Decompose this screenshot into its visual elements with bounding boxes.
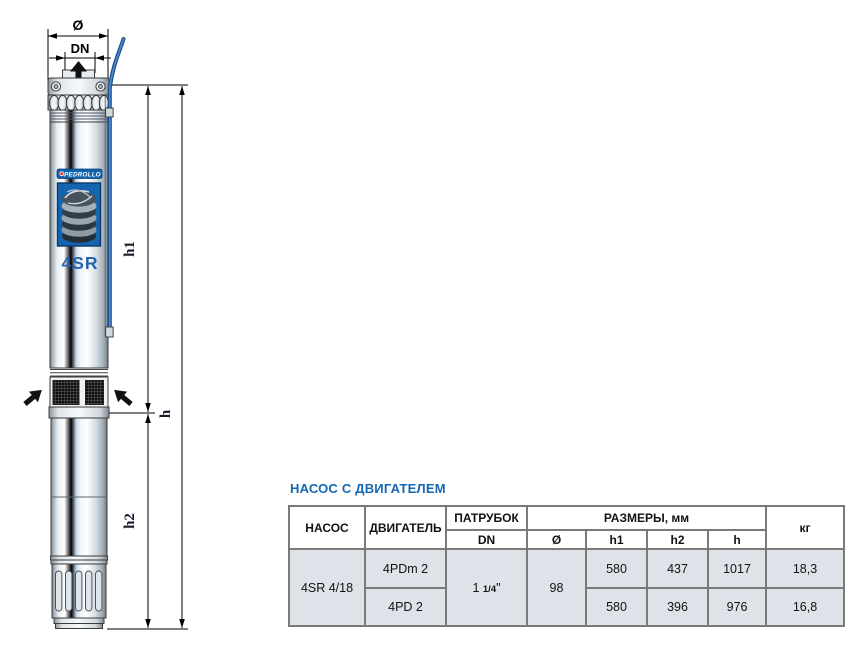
header-h2: h2 <box>647 530 708 549</box>
power-cable <box>110 39 124 333</box>
motor-cell: 4PDm 2 <box>365 549 446 588</box>
header-port: ПАТРУБОК <box>446 506 527 530</box>
dim-label-diameter: Ø <box>72 17 84 33</box>
dim-label-h2: h2 <box>122 513 138 529</box>
dn-value-cell: 1 1/4" <box>446 549 527 626</box>
h1-value-cell: 580 <box>586 588 647 626</box>
header-diameter: Ø <box>527 530 586 549</box>
table-row <box>289 549 844 588</box>
dim-label-h1: h1 <box>122 241 138 257</box>
kg-value-cell: 16,8 <box>766 588 844 626</box>
coupling-ring <box>49 407 109 418</box>
kg-value-cell: 18,3 <box>766 549 844 588</box>
model-series-label: 4SR <box>61 253 99 273</box>
h1-value-cell: 580 <box>586 549 647 588</box>
brand-badge <box>57 169 102 179</box>
body-joint-rings <box>50 370 108 377</box>
header-motor: ДВИГАТЕЛЬ <box>365 506 446 549</box>
dim-label-dn: DN <box>70 41 90 56</box>
pump-diagram <box>0 0 290 650</box>
brand-wordmark: PEDROLLO <box>64 171 101 179</box>
header-kg: кг <box>766 506 844 549</box>
dim-label-h: h <box>158 409 174 419</box>
header-dimensions: РАЗМЕРЫ, мм <box>527 506 766 530</box>
diameter-value-cell: 98 <box>527 549 586 626</box>
suction-strainer <box>50 377 108 407</box>
impeller-graphic <box>58 183 101 246</box>
intake-arrow-right <box>110 384 136 409</box>
header-h: h <box>708 530 766 549</box>
header-h1: h1 <box>586 530 647 549</box>
h-value-cell: 976 <box>708 588 766 626</box>
pump-model-cell: 4SR 4/18 <box>289 549 365 626</box>
head-ribs <box>50 110 108 122</box>
motor-body <box>51 418 107 558</box>
head-crown <box>48 95 109 111</box>
motor-end-cap <box>52 564 106 629</box>
pump-illustration <box>21 39 136 629</box>
motor-cell: 4PD 2 <box>365 588 446 626</box>
h-value-cell: 1017 <box>708 549 766 588</box>
intake-arrow-left <box>21 384 47 409</box>
cable-clamp-bottom <box>106 327 114 337</box>
spec-table <box>288 505 845 627</box>
h2-value-cell: 396 <box>647 588 708 626</box>
header-pump: НАСОС <box>289 506 365 549</box>
h2-value-cell: 437 <box>647 549 708 588</box>
section-title: НАСОС С ДВИГАТЕЛЕМ <box>290 481 446 496</box>
cable-clamp-top <box>106 108 114 117</box>
header-dn: DN <box>446 530 527 549</box>
